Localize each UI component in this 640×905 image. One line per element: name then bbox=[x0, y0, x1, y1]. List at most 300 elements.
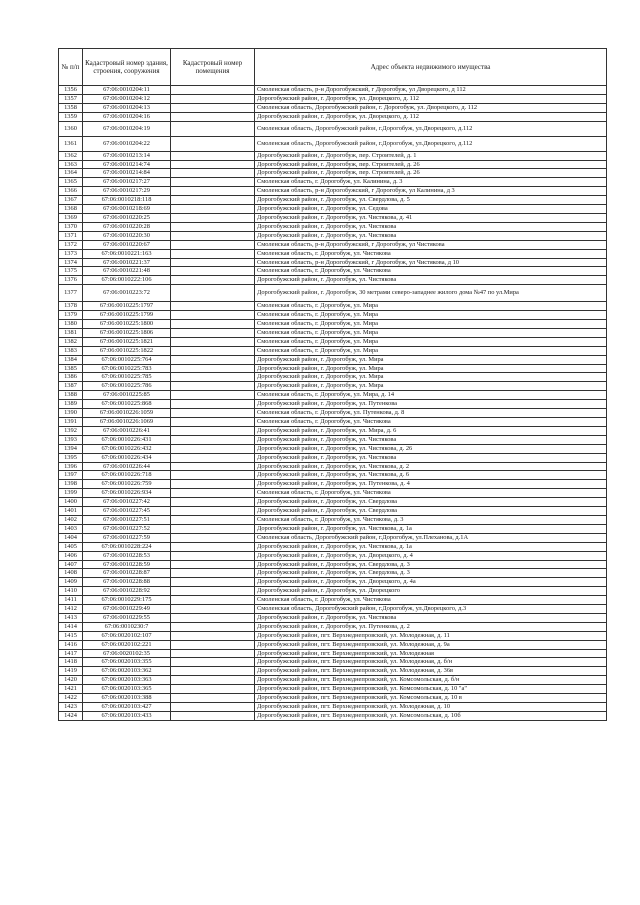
row-number: 1373 bbox=[59, 249, 83, 258]
row-room-number bbox=[171, 400, 255, 409]
row-number: 1419 bbox=[59, 667, 83, 676]
row-cadastral-number: 67:06:0010225:1821 bbox=[83, 337, 171, 346]
row-room-number bbox=[171, 373, 255, 382]
row-number: 1405 bbox=[59, 542, 83, 551]
row-cadastral-number: 67:06:0010225:1799 bbox=[83, 311, 171, 320]
row-cadastral-number: 67:06:0010220:67 bbox=[83, 240, 171, 249]
table-row bbox=[59, 507, 607, 516]
row-cadastral-number: 67:06:0010226:1069 bbox=[83, 418, 171, 427]
row-address: Смоленская область, г. Дорогобуж, ул. Чистякова bbox=[255, 249, 607, 258]
row-room-number bbox=[171, 276, 255, 285]
row-room-number bbox=[171, 533, 255, 542]
row-cadastral-number: 67:06:0010218:118 bbox=[83, 196, 171, 205]
row-room-number bbox=[171, 658, 255, 667]
table-row bbox=[59, 400, 607, 409]
row-room-number bbox=[171, 507, 255, 516]
row-address: Дорогобужский район, г. Дорогобуж, ул. Чистякова bbox=[255, 231, 607, 240]
table-row bbox=[59, 213, 607, 222]
row-room-number bbox=[171, 391, 255, 400]
row-room-number bbox=[171, 249, 255, 258]
row-room-number bbox=[171, 489, 255, 498]
row-address: Дорогобужский район, г. Дорогобуж, ул. Свердлова, д. 3 bbox=[255, 569, 607, 578]
table-row bbox=[59, 622, 607, 631]
row-address: Смоленская область, г. Дорогобуж, ул. Путенкова, д. 8 bbox=[255, 409, 607, 418]
row-cadastral-number: 67:06:0010217:27 bbox=[83, 178, 171, 187]
row-cadastral-number: 67:06:0010214:74 bbox=[83, 160, 171, 169]
row-address: Дорогобужский район, г. Дорогобуж, ул. Чистякова, д. 41 bbox=[255, 213, 607, 222]
table-row bbox=[59, 276, 607, 285]
row-room-number bbox=[171, 240, 255, 249]
row-number: 1418 bbox=[59, 658, 83, 667]
row-address: Смоленская область, р-н Дорогобужский, г Дорогобуж, ул Чистякова bbox=[255, 240, 607, 249]
row-room-number bbox=[171, 320, 255, 329]
table-row bbox=[59, 373, 607, 382]
row-room-number bbox=[171, 86, 255, 95]
table-row bbox=[59, 311, 607, 320]
row-address: Дорогобужский район, пгт. Верхнеднепровский, ул. Молодежная, д. 10 bbox=[255, 703, 607, 712]
row-room-number bbox=[171, 515, 255, 524]
table-row bbox=[59, 569, 607, 578]
row-number: 1397 bbox=[59, 471, 83, 480]
row-address: Дорогобужский район, г. Дорогобуж, ул. Чистякова, д. 6 bbox=[255, 471, 607, 480]
row-cadastral-number: 67:06:0010226:718 bbox=[83, 471, 171, 480]
row-address: Дорогобужский район, г. Дорогобуж, ул. Чистякова bbox=[255, 276, 607, 285]
row-address: Дорогобужский район, пгт. Верхнеднепровский, ул. Молодежная bbox=[255, 649, 607, 658]
row-number: 1424 bbox=[59, 711, 83, 720]
table-row bbox=[59, 346, 607, 355]
row-cadastral-number: 67:06:0020103:427 bbox=[83, 703, 171, 712]
table-row bbox=[59, 151, 607, 160]
row-number: 1420 bbox=[59, 676, 83, 685]
row-address: Дорогобужский район, г. Дорогобуж, ул. Мира bbox=[255, 364, 607, 373]
row-address: Дорогобужский район, г. Дорогобуж, ул. Седова bbox=[255, 205, 607, 214]
table-row bbox=[59, 471, 607, 480]
row-address: Смоленская область, г. Дорогобуж, ул. Чистякова, д. 3 bbox=[255, 515, 607, 524]
row-number: 1399 bbox=[59, 489, 83, 498]
row-address: Дорогобужский район, г. Дорогобуж, ул. Путенкова, д. 2 bbox=[255, 622, 607, 631]
row-number: 1365 bbox=[59, 178, 83, 187]
row-number: 1412 bbox=[59, 605, 83, 614]
row-cadastral-number: 67:06:0010225:1800 bbox=[83, 320, 171, 329]
row-room-number bbox=[171, 267, 255, 276]
row-number: 1370 bbox=[59, 222, 83, 231]
row-room-number bbox=[171, 649, 255, 658]
row-cadastral-number: 67:06:0010226:1059 bbox=[83, 409, 171, 418]
row-number: 1360 bbox=[59, 121, 83, 136]
row-room-number bbox=[171, 596, 255, 605]
row-room-number bbox=[171, 640, 255, 649]
row-address: Дорогобужский район, г. Дорогобуж, ул. Чистякова bbox=[255, 613, 607, 622]
table-header-row bbox=[59, 49, 607, 86]
row-room-number bbox=[171, 382, 255, 391]
row-cadastral-number: 67:06:0010225:786 bbox=[83, 382, 171, 391]
row-cadastral-number: 67:06:0010225:764 bbox=[83, 355, 171, 364]
row-cadastral-number: 67:06:0020102:35 bbox=[83, 649, 171, 658]
table-row bbox=[59, 703, 607, 712]
row-room-number bbox=[171, 711, 255, 720]
row-address: Дорогобужский район, г. Дорогобуж, ул. Дворецкого, д. 112 bbox=[255, 112, 607, 121]
table-row bbox=[59, 94, 607, 103]
row-address: Дорогобужский район, г. Дорогобуж, ул. Дворецкого, д. 112 bbox=[255, 94, 607, 103]
table-row bbox=[59, 667, 607, 676]
table-row bbox=[59, 302, 607, 311]
row-address: Смоленская область, Дорогобужский район, г.Дорогобуж, ул.Дворецкого, д.3 bbox=[255, 605, 607, 614]
row-room-number bbox=[171, 231, 255, 240]
property-table bbox=[58, 48, 607, 721]
row-cadastral-number: 67:06:0010221:48 bbox=[83, 267, 171, 276]
row-cadastral-number: 67:06:0020103:362 bbox=[83, 667, 171, 676]
row-room-number bbox=[171, 94, 255, 103]
row-number: 1375 bbox=[59, 267, 83, 276]
row-address: Дорогобужский район, г. Дорогобуж, ул. Свердлова, д. 3 bbox=[255, 560, 607, 569]
row-number: 1383 bbox=[59, 346, 83, 355]
row-cadastral-number: 67:06:0010226:759 bbox=[83, 480, 171, 489]
row-cadastral-number: 67:06:0010227:52 bbox=[83, 524, 171, 533]
row-room-number bbox=[171, 112, 255, 121]
table-row bbox=[59, 649, 607, 658]
row-number: 1372 bbox=[59, 240, 83, 249]
row-room-number bbox=[171, 444, 255, 453]
row-room-number bbox=[171, 346, 255, 355]
row-address: Смоленская область, г. Дорогобуж, ул. Чистякова bbox=[255, 596, 607, 605]
table-row bbox=[59, 551, 607, 560]
row-cadastral-number: 67:06:0020103:363 bbox=[83, 676, 171, 685]
row-cadastral-number: 67:06:0010227:59 bbox=[83, 533, 171, 542]
row-cadastral-number: 67:06:0010204:22 bbox=[83, 136, 171, 151]
row-number: 1361 bbox=[59, 136, 83, 151]
table-row bbox=[59, 355, 607, 364]
row-cadastral-number: 67:06:0010227:42 bbox=[83, 498, 171, 507]
row-cadastral-number: 67:06:0010221:37 bbox=[83, 258, 171, 267]
table-row bbox=[59, 178, 607, 187]
row-cadastral-number: 67:06:0010204:19 bbox=[83, 121, 171, 136]
row-number: 1382 bbox=[59, 337, 83, 346]
row-number: 1408 bbox=[59, 569, 83, 578]
table-row bbox=[59, 533, 607, 542]
row-address: Дорогобужский район, г. Дорогобуж, ул. Чистякова, д. 26 bbox=[255, 444, 607, 453]
table-row bbox=[59, 711, 607, 720]
header-cadastral-building: Кадастровый номер здания, строения, сооружения bbox=[83, 49, 171, 86]
row-number: 1366 bbox=[59, 187, 83, 196]
row-room-number bbox=[171, 605, 255, 614]
row-address: Дорогобужский район, г. Дорогобуж, ул. Чистякова bbox=[255, 222, 607, 231]
row-cadastral-number: 67:06:0020102:221 bbox=[83, 640, 171, 649]
row-cadastral-number: 67:06:0010217:29 bbox=[83, 187, 171, 196]
row-room-number bbox=[171, 222, 255, 231]
row-room-number bbox=[171, 703, 255, 712]
row-address: Дорогобужский район, г. Дорогобуж, ул. Свердлова bbox=[255, 507, 607, 516]
row-cadastral-number: 67:06:0010204:11 bbox=[83, 86, 171, 95]
row-number: 1413 bbox=[59, 613, 83, 622]
row-room-number bbox=[171, 551, 255, 560]
row-cadastral-number: 67:06:0010226:41 bbox=[83, 426, 171, 435]
row-number: 1384 bbox=[59, 355, 83, 364]
table-row bbox=[59, 364, 607, 373]
table-row bbox=[59, 524, 607, 533]
table-row bbox=[59, 285, 607, 302]
row-number: 1363 bbox=[59, 160, 83, 169]
row-number: 1392 bbox=[59, 426, 83, 435]
row-address: Дорогобужский район, г. Дорогобуж, пер. Строителей, д. 26 bbox=[255, 169, 607, 178]
row-cadastral-number: 67:06:0010225:868 bbox=[83, 400, 171, 409]
row-number: 1379 bbox=[59, 311, 83, 320]
row-number: 1380 bbox=[59, 320, 83, 329]
row-number: 1416 bbox=[59, 640, 83, 649]
table-row bbox=[59, 444, 607, 453]
table-row bbox=[59, 86, 607, 95]
table-row bbox=[59, 169, 607, 178]
row-number: 1423 bbox=[59, 703, 83, 712]
row-room-number bbox=[171, 435, 255, 444]
table-row bbox=[59, 391, 607, 400]
row-cadastral-number: 67:06:0010228:88 bbox=[83, 578, 171, 587]
row-address: Дорогобужский район, г. Дорогобуж, ул. Мира, д. 6 bbox=[255, 426, 607, 435]
row-room-number bbox=[171, 409, 255, 418]
row-room-number bbox=[171, 480, 255, 489]
row-address: Дорогобужский район, г. Дорогобуж, ул. Дворецкого, д. 4 bbox=[255, 551, 607, 560]
table-row bbox=[59, 542, 607, 551]
table-row bbox=[59, 453, 607, 462]
row-cadastral-number: 67:06:0010214:84 bbox=[83, 169, 171, 178]
table-row bbox=[59, 205, 607, 214]
row-address: Дорогобужский район, г. Дорогобуж, ул. Свердлова, д. 5 bbox=[255, 196, 607, 205]
table-row bbox=[59, 249, 607, 258]
row-room-number bbox=[171, 524, 255, 533]
row-address: Дорогобужский район, г. Дорогобуж, ул. Дворецкого bbox=[255, 587, 607, 596]
table-row bbox=[59, 462, 607, 471]
row-cadastral-number: 67:06:0010226:432 bbox=[83, 444, 171, 453]
row-address: Смоленская область, г. Дорогобуж, ул. Мира bbox=[255, 311, 607, 320]
row-room-number bbox=[171, 471, 255, 480]
row-address: Дорогобужский район, г. Дорогобуж, ул. Чистякова, д. 2 bbox=[255, 462, 607, 471]
table-row bbox=[59, 267, 607, 276]
row-cadastral-number: 67:06:0010225:85 bbox=[83, 391, 171, 400]
table-row bbox=[59, 136, 607, 151]
row-address: Дорогобужский район, г. Дорогобуж, пер. Строителей, д. 26 bbox=[255, 160, 607, 169]
row-number: 1400 bbox=[59, 498, 83, 507]
row-cadastral-number: 67:06:0010228:53 bbox=[83, 551, 171, 560]
row-cadastral-number: 67:06:0020103:355 bbox=[83, 658, 171, 667]
row-number: 1390 bbox=[59, 409, 83, 418]
table-row bbox=[59, 328, 607, 337]
row-number: 1381 bbox=[59, 328, 83, 337]
row-room-number bbox=[171, 121, 255, 136]
row-room-number bbox=[171, 169, 255, 178]
table-row bbox=[59, 676, 607, 685]
row-cadastral-number: 67:06:0010225:1806 bbox=[83, 328, 171, 337]
row-number: 1394 bbox=[59, 444, 83, 453]
row-address: Дорогобужский район, г. Дорогобуж, ул. Чистякова, д. 1а bbox=[255, 542, 607, 551]
row-number: 1415 bbox=[59, 631, 83, 640]
table-row bbox=[59, 258, 607, 267]
row-number: 1395 bbox=[59, 453, 83, 462]
row-address: Смоленская область, г. Дорогобуж, ул. Мира, д. 14 bbox=[255, 391, 607, 400]
row-cadastral-number: 67:06:0010225:1822 bbox=[83, 346, 171, 355]
row-room-number bbox=[171, 213, 255, 222]
row-cadastral-number: 67:06:0010218:69 bbox=[83, 205, 171, 214]
row-number: 1357 bbox=[59, 94, 83, 103]
row-number: 1407 bbox=[59, 560, 83, 569]
row-number: 1396 bbox=[59, 462, 83, 471]
row-number: 1422 bbox=[59, 694, 83, 703]
row-cadastral-number: 67:06:0010229:49 bbox=[83, 605, 171, 614]
row-address: Дорогобужский район, пгт. Верхнеднепровский, ул. Комсомольская, д. 10 в bbox=[255, 694, 607, 703]
row-address: Дорогобужский район, пгт. Верхнеднепровский, ул. Молодежная, д. б/н bbox=[255, 658, 607, 667]
row-room-number bbox=[171, 418, 255, 427]
row-number: 1410 bbox=[59, 587, 83, 596]
row-room-number bbox=[171, 578, 255, 587]
row-room-number bbox=[171, 187, 255, 196]
row-cadastral-number: 67:06:0010204:13 bbox=[83, 103, 171, 112]
row-address: Смоленская область, г. Дорогобуж, ул. Чистякова bbox=[255, 267, 607, 276]
row-cadastral-number: 67:06:0010230:7 bbox=[83, 622, 171, 631]
row-number: 1386 bbox=[59, 373, 83, 382]
row-address: Смоленская область, Дорогобужский район, г.Дорогобуж, ул.Плеханова, д.1А bbox=[255, 533, 607, 542]
row-cadastral-number: 67:06:0010228:59 bbox=[83, 560, 171, 569]
row-room-number bbox=[171, 453, 255, 462]
row-number: 1359 bbox=[59, 112, 83, 121]
row-address: Дорогобужский район, г. Дорогобуж, ул. Мира bbox=[255, 382, 607, 391]
row-address: Смоленская область, р-н Дорогобужский, г Дорогобуж, ул Чистякова, д 10 bbox=[255, 258, 607, 267]
table-row bbox=[59, 489, 607, 498]
row-room-number bbox=[171, 328, 255, 337]
row-cadastral-number: 67:06:0010204:12 bbox=[83, 94, 171, 103]
row-address: Смоленская область, г. Дорогобуж, ул. Мира bbox=[255, 328, 607, 337]
row-cadastral-number: 67:06:0010229:55 bbox=[83, 613, 171, 622]
row-number: 1385 bbox=[59, 364, 83, 373]
table-row bbox=[59, 613, 607, 622]
row-number: 1388 bbox=[59, 391, 83, 400]
row-number: 1389 bbox=[59, 400, 83, 409]
row-number: 1368 bbox=[59, 205, 83, 214]
row-number: 1364 bbox=[59, 169, 83, 178]
table-row bbox=[59, 160, 607, 169]
row-room-number bbox=[171, 355, 255, 364]
row-cadastral-number: 67:06:0010220:30 bbox=[83, 231, 171, 240]
row-cadastral-number: 67:06:0010226:434 bbox=[83, 453, 171, 462]
row-address: Смоленская область, г. Дорогобуж, ул. Калинина, д. 3 bbox=[255, 178, 607, 187]
row-cadastral-number: 67:06:0010226:44 bbox=[83, 462, 171, 471]
row-cadastral-number: 67:06:0010227:45 bbox=[83, 507, 171, 516]
row-cadastral-number: 67:06:0010228:92 bbox=[83, 587, 171, 596]
row-cadastral-number: 67:06:0020103:388 bbox=[83, 694, 171, 703]
row-cadastral-number: 67:06:0010213:14 bbox=[83, 151, 171, 160]
row-address: Дорогобужский район, пгт. Верхнеднепровский, ул. Комсомольская, д. 10б bbox=[255, 711, 607, 720]
row-room-number bbox=[171, 258, 255, 267]
row-room-number bbox=[171, 151, 255, 160]
row-number: 1409 bbox=[59, 578, 83, 587]
row-address: Дорогобужский район, г. Дорогобуж, ул. Мира bbox=[255, 373, 607, 382]
row-cadastral-number: 67:06:0010226:934 bbox=[83, 489, 171, 498]
row-room-number bbox=[171, 498, 255, 507]
row-address: Дорогобужский район, г. Дорогобуж, ул. Путенкова bbox=[255, 400, 607, 409]
table-row bbox=[59, 587, 607, 596]
row-room-number bbox=[171, 178, 255, 187]
table-row bbox=[59, 631, 607, 640]
row-cadastral-number: 67:06:0010220:25 bbox=[83, 213, 171, 222]
row-address: Смоленская область, г. Дорогобуж, ул. Мира bbox=[255, 320, 607, 329]
row-number: 1398 bbox=[59, 480, 83, 489]
row-number: 1356 bbox=[59, 86, 83, 95]
row-room-number bbox=[171, 337, 255, 346]
row-cadastral-number: 67:06:0010227:51 bbox=[83, 515, 171, 524]
row-address: Дорогобужский район, пгт. Верхнеднепровский, ул. Молодежная, д. 36в bbox=[255, 667, 607, 676]
row-room-number bbox=[171, 426, 255, 435]
row-cadastral-number: 67:06:0010229:175 bbox=[83, 596, 171, 605]
table-row bbox=[59, 337, 607, 346]
row-cadastral-number: 67:06:0010228:224 bbox=[83, 542, 171, 551]
row-address: Смоленская область, р-н Дорогобужский, г Дорогобуж, ул Дворецкого, д 112 bbox=[255, 86, 607, 95]
header-address: Адрес объекта недвижимого имущества bbox=[255, 49, 607, 86]
table-row bbox=[59, 320, 607, 329]
row-room-number bbox=[171, 205, 255, 214]
table-row bbox=[59, 578, 607, 587]
table-row bbox=[59, 658, 607, 667]
table-row bbox=[59, 409, 607, 418]
row-cadastral-number: 67:06:0010220:28 bbox=[83, 222, 171, 231]
table-row bbox=[59, 685, 607, 694]
row-address: Дорогобужский район, пгт. Верхнеднепровский, ул. Комсомольская, д. б/н bbox=[255, 676, 607, 685]
row-address: Дорогобужский район, пгт. Верхнеднепровский, ул. Молодежная, д. 11 bbox=[255, 631, 607, 640]
row-address: Дорогобужский район, г. Дорогобуж, ул. Чистякова, д. 1а bbox=[255, 524, 607, 533]
row-cadastral-number: 67:06:0010204:16 bbox=[83, 112, 171, 121]
row-number: 1411 bbox=[59, 596, 83, 605]
row-number: 1421 bbox=[59, 685, 83, 694]
table-row bbox=[59, 480, 607, 489]
row-cadastral-number: 67:06:0010228:87 bbox=[83, 569, 171, 578]
table-row bbox=[59, 640, 607, 649]
row-address: Смоленская область, г. Дорогобуж, ул. Мира bbox=[255, 337, 607, 346]
row-number: 1403 bbox=[59, 524, 83, 533]
table-row bbox=[59, 596, 607, 605]
table-row bbox=[59, 694, 607, 703]
header-number: № п/п bbox=[59, 49, 83, 86]
row-address: Дорогобужский район, г. Дорогобуж, ул. Чистякова bbox=[255, 435, 607, 444]
row-number: 1402 bbox=[59, 515, 83, 524]
row-number: 1369 bbox=[59, 213, 83, 222]
row-room-number bbox=[171, 285, 255, 302]
row-number: 1406 bbox=[59, 551, 83, 560]
row-cadastral-number: 67:06:0020102:107 bbox=[83, 631, 171, 640]
row-number: 1393 bbox=[59, 435, 83, 444]
row-room-number bbox=[171, 302, 255, 311]
header-cadastral-room: Кадастровый номер помещения bbox=[171, 49, 255, 86]
row-address: Смоленская область, г. Дорогобуж, ул. Чистякова bbox=[255, 418, 607, 427]
row-room-number bbox=[171, 311, 255, 320]
row-cadastral-number: 67:06:0010226:431 bbox=[83, 435, 171, 444]
table-row bbox=[59, 187, 607, 196]
row-address: Смоленская область, г. Дорогобуж, ул. Чистякова bbox=[255, 489, 607, 498]
row-room-number bbox=[171, 587, 255, 596]
row-address: Дорогобужский район, г. Дорогобуж, ул. Дворецкого, д. 4а bbox=[255, 578, 607, 587]
row-cadastral-number: 67:06:0010222:106 bbox=[83, 276, 171, 285]
row-address: Дорогобужский район, г. Дорогобуж, ул. Чистякова bbox=[255, 453, 607, 462]
table-row bbox=[59, 605, 607, 614]
row-cadastral-number: 67:06:0010225:783 bbox=[83, 364, 171, 373]
row-address: Смоленская область, г. Дорогобуж, ул. Мира bbox=[255, 302, 607, 311]
row-room-number bbox=[171, 364, 255, 373]
table-body bbox=[59, 86, 607, 721]
row-cadastral-number: 67:06:0010221:163 bbox=[83, 249, 171, 258]
row-room-number bbox=[171, 462, 255, 471]
row-number: 1371 bbox=[59, 231, 83, 240]
row-address: Смоленская область, Дорогобужский район, г.Дорогобуж, ул.Дворецкого, д.112 bbox=[255, 121, 607, 136]
row-cadastral-number: 67:06:0010225:785 bbox=[83, 373, 171, 382]
table-row bbox=[59, 196, 607, 205]
row-room-number bbox=[171, 542, 255, 551]
table-row bbox=[59, 435, 607, 444]
table-row bbox=[59, 426, 607, 435]
